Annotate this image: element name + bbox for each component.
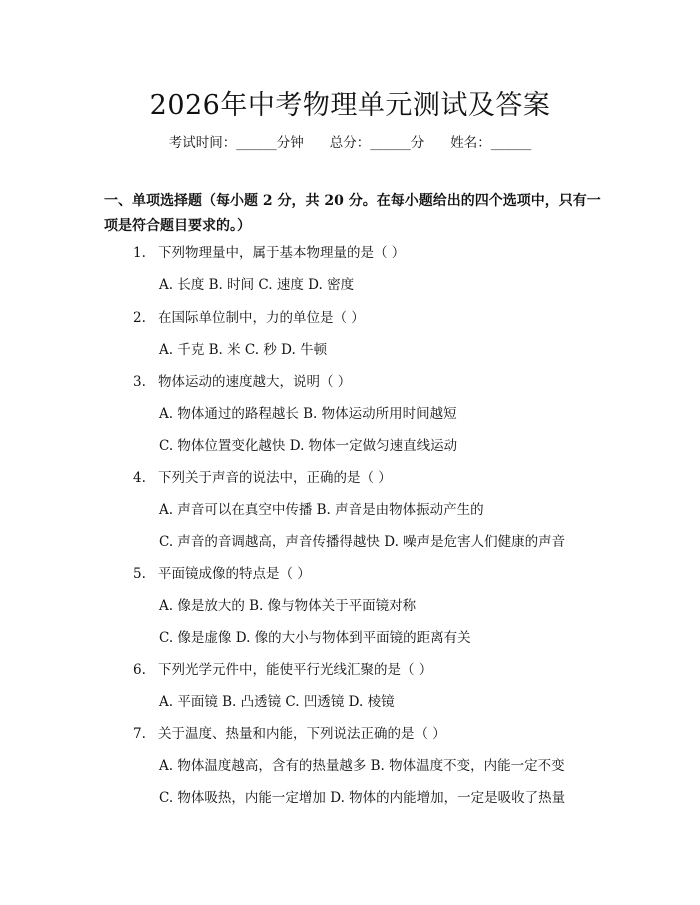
question-3-options-line-1: A. 物体通过的路程越长 B. 物体运动所用时间越短 (159, 406, 457, 422)
question-text: 下列关于声音的说法中，正确的是（ ） (158, 470, 392, 486)
question-2-options-line-1: A. 千克 B. 米 C. 秒 D. 牛顿 (159, 342, 328, 358)
question-number: 3. (133, 374, 146, 390)
question-text: 物体运动的速度越大，说明（ ） (158, 374, 352, 390)
question-text: 关于温度、热量和内能，下列说法正确的是（ ） (158, 726, 446, 742)
question-number: 2. (133, 310, 146, 326)
question-number: 6. (133, 662, 146, 678)
question-6 (133, 660, 432, 680)
question-number: 7. (133, 726, 146, 742)
question-1-options-line-1: A. 长度 B. 时间 C. 速度 D. 密度 (159, 277, 355, 293)
question-2 (133, 308, 365, 328)
question-6-options-line-1: A. 平面镜 B. 凸透镜 C. 凹透镜 D. 棱镜 (159, 694, 395, 710)
question-3 (133, 372, 351, 392)
question-7-options-line-2: C. 物体吸热，内能一定增加 D. 物体的内能增加，一定是吸收了热量 (159, 790, 566, 806)
section-heading: 一、单项选择题（每小题 2 分，共 20 分。在每小题给出的四个选项中，只有一项是符合题目要求的。） (104, 193, 601, 234)
student-name-field: 姓名：______ (450, 135, 532, 151)
page-title: 2026年中考物理单元测试及答案 (149, 90, 551, 121)
question-4-options-line-2: C. 声音的音调越高，声音传播得越快 D. 噪声是危害人们健康的声音 (159, 534, 566, 550)
question-7-options-line-1: A. 物体温度越高，含有的热量越多 B. 物体温度不变，内能一定不变 (159, 758, 565, 774)
exam-time-field: 考试时间：______分钟 (168, 135, 304, 151)
question-5-options-line-2: C. 像是虚像 D. 像的大小与物体到平面镜的距离有关 (159, 630, 471, 646)
question-5 (133, 564, 311, 584)
question-5-options-line-1: A. 像是放大的 B. 像与物体关于平面镜对称 (159, 598, 417, 614)
question-text: 平面镜成像的特点是（ ） (158, 566, 311, 582)
question-1 (133, 243, 405, 263)
question-number: 5. (133, 566, 146, 582)
question-number: 1. (133, 245, 146, 261)
question-text: 在国际单位制中，力的单位是（ ） (158, 310, 365, 326)
question-7 (133, 724, 446, 744)
question-number: 4. (133, 470, 146, 486)
question-4 (133, 468, 392, 488)
question-4-options-line-1: A. 声音可以在真空中传播 B. 声音是由物体振动产生的 (159, 502, 484, 518)
question-text: 下列物理量中，属于基本物理量的是（ ） (158, 245, 406, 261)
question-text: 下列光学元件中，能使平行光线汇聚的是（ ） (158, 662, 433, 678)
exam-meta (0, 131, 700, 151)
total-score-field: 总分：______分 (329, 135, 425, 151)
question-3-options-line-2: C. 物体位置变化越快 D. 物体一定做匀速直线运动 (159, 438, 458, 454)
